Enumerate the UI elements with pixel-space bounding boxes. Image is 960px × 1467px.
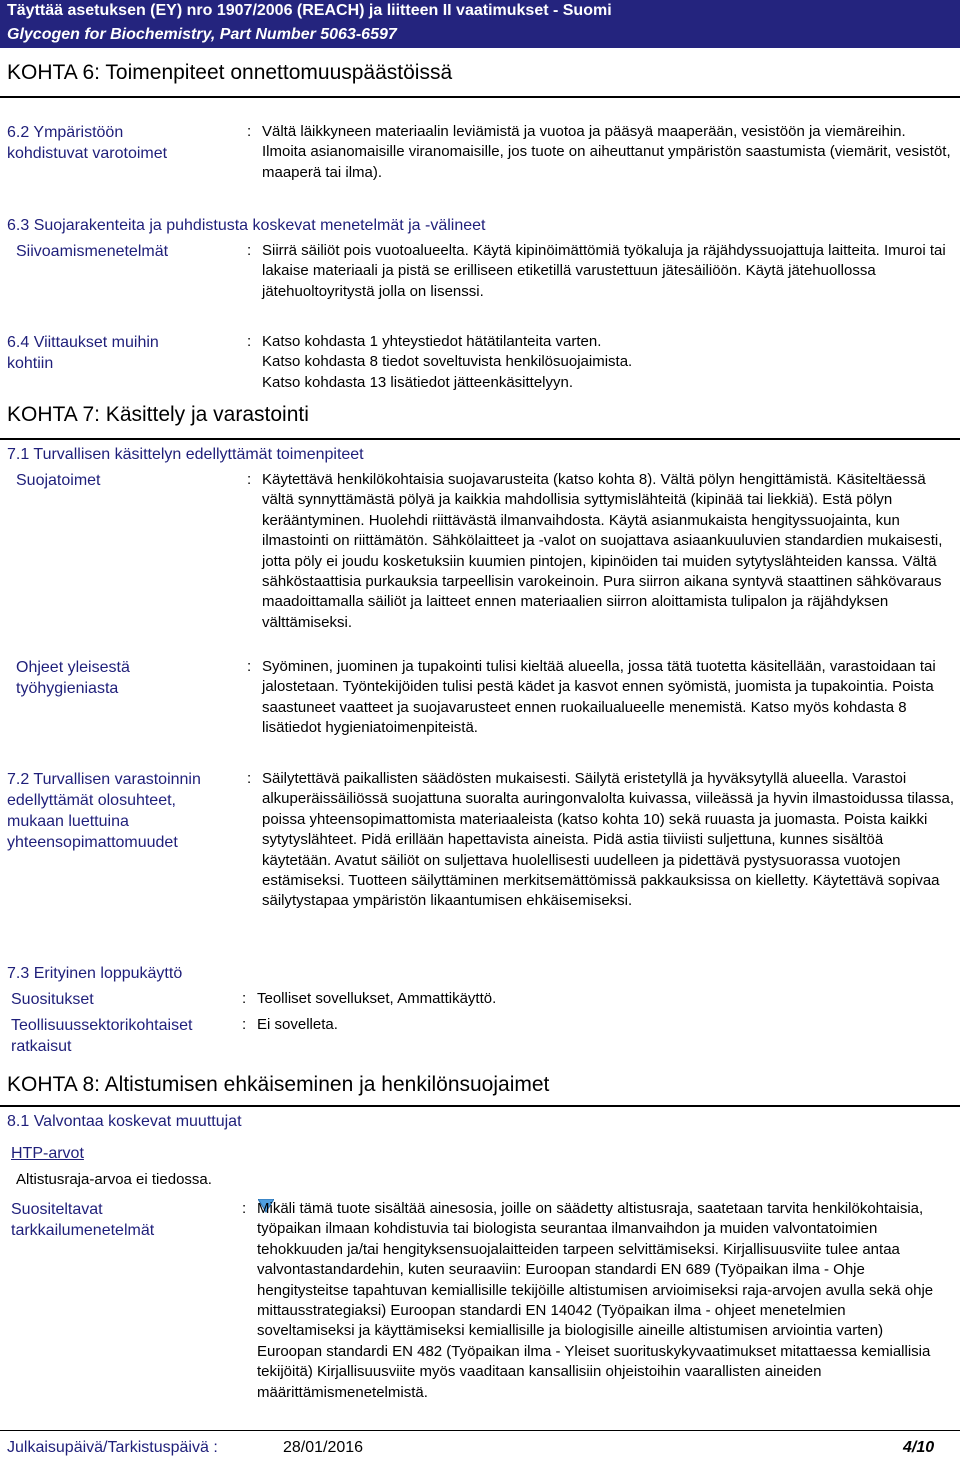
section-7-divider [0, 438, 960, 440]
s71-protect-label: Suojatoimet [16, 472, 101, 489]
s81-monitoring-text: Mikäli tämä tuote sisältää ainesosia, joille on säädetty altistusraja, saatetaan tarvita henkilökohtaisia, työpaikan ilmaan kohdistuvia tai biologista seurantaa ilmanvaihdon ja muiden valvontatoimien tehokkuuden ja/tai hengityksensuojalaitteiden tarpeen selvittämiseksi. Kirjallisuusviite tulee antaa valvontastandardehin, kuten seuraaviin: Euroopan standardi EN 689 (Työpaikan ilma - Ohje hengitysteitse tapahtuvan kemiallisille tekijöille altistumisen arvioimiseksi raja-arvojen avulla sekä ohje mittausstrategiaksi) Euroopan standardi EN 14042 (Työpaikan ilma - ohjeet menetelmien soveltamiseksi ja käyttämiseksi kemiallisille ja biologisille aineille altistumisen arviointia varten) Euroopan standardi EN 482 (Työpaikan ilma - Yleiset suorituskykyvaatimukset mitattaessa kemiallisia tekijöitä) Kirjallisuusviite myös vaaditaan kansallisiin ohjeistoihin vaarallisten aineiden määrittämismenetelmistä. [257, 1200, 934, 1401]
s62-text: Vältä läikkyneen materiaalin leviämistä ja vuotoa ja pääsyä maaperään, vesistöön ja viemäreihin. Ilmoita asianomaisille viranomaisille, jos tuote on aiheuttanut ympäristön saastumista (viemärit, vesistöt, maaperä tai ilma). [262, 123, 951, 181]
s71-protect-text: Käytettävä henkilökohtaisia suojavarusteita (katso kohta 8). Vältä pölyn hengittämistä. Käsiteltäessä vältä synnyttämästä pölyä ja kaikkia mahdollisia syttymislähteitä (kipinää tai liekkiä). Estä pölyn kerääntyminen. Huolehdi riittävästä ilmanvaihdosta. Käytä asianmukaista hengityssuojainta, kun ilmastointi on riittämätön. Sähkölaitteet ja -valot on suojattava asiaankuuluvien standardien mukaisesti, jotta pöly ei joudu kosketuksiin kuumien pintojen, kipinöiden tai muiden sytytyslähteiden kanssa. Vältä sähköstaattisia purkauksia tarpeellisin varokeinoin. Pura siirron aikana syntyvä staattinen sähkövaraus maadoittamalla säiliöt ja laitteet ennen materiaalien siirron aloittamista tulipalon ja räjähdyksen välttämiseksi. [262, 471, 943, 631]
s72-text: Säilytettävä paikallisten säädösten mukaisesti. Säilytä eristetyllä ja hyväksytyllä alueella. Varastoi alkuperäissäiliössä suojattuna suoralta auringonvalolta kuivassa, viileässä ja hyvin ilmastoidussa tilassa, poissa yhteensopimattomista materiaaleista (katso kohta 10) sekä ruuasta ja juomasta. Poista kaikki sytytyslähteet. Pidä erillään hapettavista aineista. Pidä astia tiiviisti suljettuna, kunnes sisältöä käytetään. Avatut säiliöt on suljettava huolellisesti uudelleen ja pidettävä pystysuorassa vuotojen estämiseksi. Tuotteen säilyttäminen merkitsemättömissä pakkauksissa on kielletty. Käytettävä sopivaa säilytystapaa ympäristön likaantumisen ehkäisemiseksi. [262, 770, 955, 910]
s73-rec-label: Suositukset [11, 991, 94, 1008]
regulation-title: Täyttää asetuksen (EY) nro 1907/2006 (REACH) ja liitteen II vaatimukset - Suomi [7, 2, 612, 19]
s63-heading: 6.3 Suojarakenteita ja puhdistusta koskevat menetelmät ja -välineet [7, 217, 486, 234]
s64-text: Katso kohdasta 1 yhteystiedot hätätilanteita varten. Katso kohdasta 8 tiedot soveltuvista henkilösuojaimista. Katso kohdasta 13 lisätiedot jätteenkäsittelyyn. [262, 333, 633, 391]
s73-rec-colon: : [242, 990, 247, 1007]
section-7-title: KOHTA 7: Käsittely ja varastointi [7, 403, 309, 426]
s63-colon: : [247, 242, 252, 259]
htp-link[interactable]: HTP-arvot [11, 1145, 84, 1162]
section-8-divider [0, 1105, 960, 1107]
section-6-divider [0, 96, 960, 98]
s81-heading: 8.1 Valvontaa koskevat muuttujat [7, 1113, 242, 1130]
s71-protect-colon: : [247, 471, 252, 488]
s73-rec-text: Teolliset sovellukset, Ammattikäyttö. [257, 990, 497, 1007]
s73-ind-label: Teollisuussektorikohtaiset ratkaisut [11, 1017, 193, 1055]
page-number: 4/10 [903, 1439, 935, 1456]
document-header [0, 0, 960, 48]
s72-label: 7.2 Turvallisen varastoinnin edellyttämät olosuhteet, mukaan luettuina yhteensopimattomuudet [7, 771, 201, 851]
footer-date: 28/01/2016 [283, 1439, 364, 1456]
footer-divider [0, 1430, 960, 1431]
s73-ind-text: Ei sovelleta. [257, 1016, 338, 1033]
s64-label: 6.4 Viittaukset muihin kohtiin [7, 334, 159, 372]
s81-monitoring-colon: : [242, 1200, 247, 1217]
s71-hygiene-text: Syöminen, juominen ja tupakointi tulisi kieltää alueella, jossa tätä tuotetta käsitellään, varastoidaan tai jalostetaan. Työntekijöiden tulisi pestä kädet ja kasvot ennen syömistä, juomista ja tupakointia. Poista saastuneet vaatteet ja suojavarusteet ennen ruokailualueelle menemistä. Katso myös kohdasta 8 lisätiedot hygieniatoimenpiteistä. [262, 658, 936, 737]
s73-ind-colon: : [242, 1016, 247, 1033]
footer-date-label: Julkaisupäivä/Tarkistuspäivä : [7, 1439, 218, 1456]
htp-text: Altistusraja-arvoa ei tiedossa. [16, 1171, 212, 1188]
s73-heading: 7.3 Erityinen loppukäyttö [7, 965, 183, 982]
s62-colon: : [247, 123, 252, 140]
s62-label: 6.2 Ympäristöön kohdistuvat varotoimet [7, 124, 168, 162]
s81-monitoring-label: Suositeltavat tarkkailumenetelmät [11, 1201, 155, 1239]
s72-colon: : [247, 770, 252, 787]
s71-hygiene-label: Ohjeet yleisestä työhygieniasta [16, 659, 130, 697]
section-8-title: KOHTA 8: Altistumisen ehkäiseminen ja henkilönsuojaimet [7, 1073, 550, 1096]
s64-colon: : [247, 333, 252, 350]
s63-label: Siivoamismenetelmät [16, 243, 169, 260]
s71-heading: 7.1 Turvallisen käsittelyn edellyttämät toimenpiteet [7, 446, 364, 463]
section-6-title: KOHTA 6: Toimenpiteet onnettomuuspäästöissä [7, 61, 453, 84]
product-title: Glycogen for Biochemistry, Part Number 5063-6597 [7, 26, 397, 43]
s63-text: Siirrä säiliöt pois vuotoalueelta. Käytä kipinöimättömiä työkaluja ja räjähdyssuojattuja laitteita. Imuroi tai lakaise materiaali ja pistä se erilliseen etiketillä varustettuun jätesäiliöön. Käytä jätehuollossa jätehuoltoyritystä jolla on lisenssi. [262, 242, 946, 300]
s71-hygiene-colon: : [247, 658, 252, 675]
